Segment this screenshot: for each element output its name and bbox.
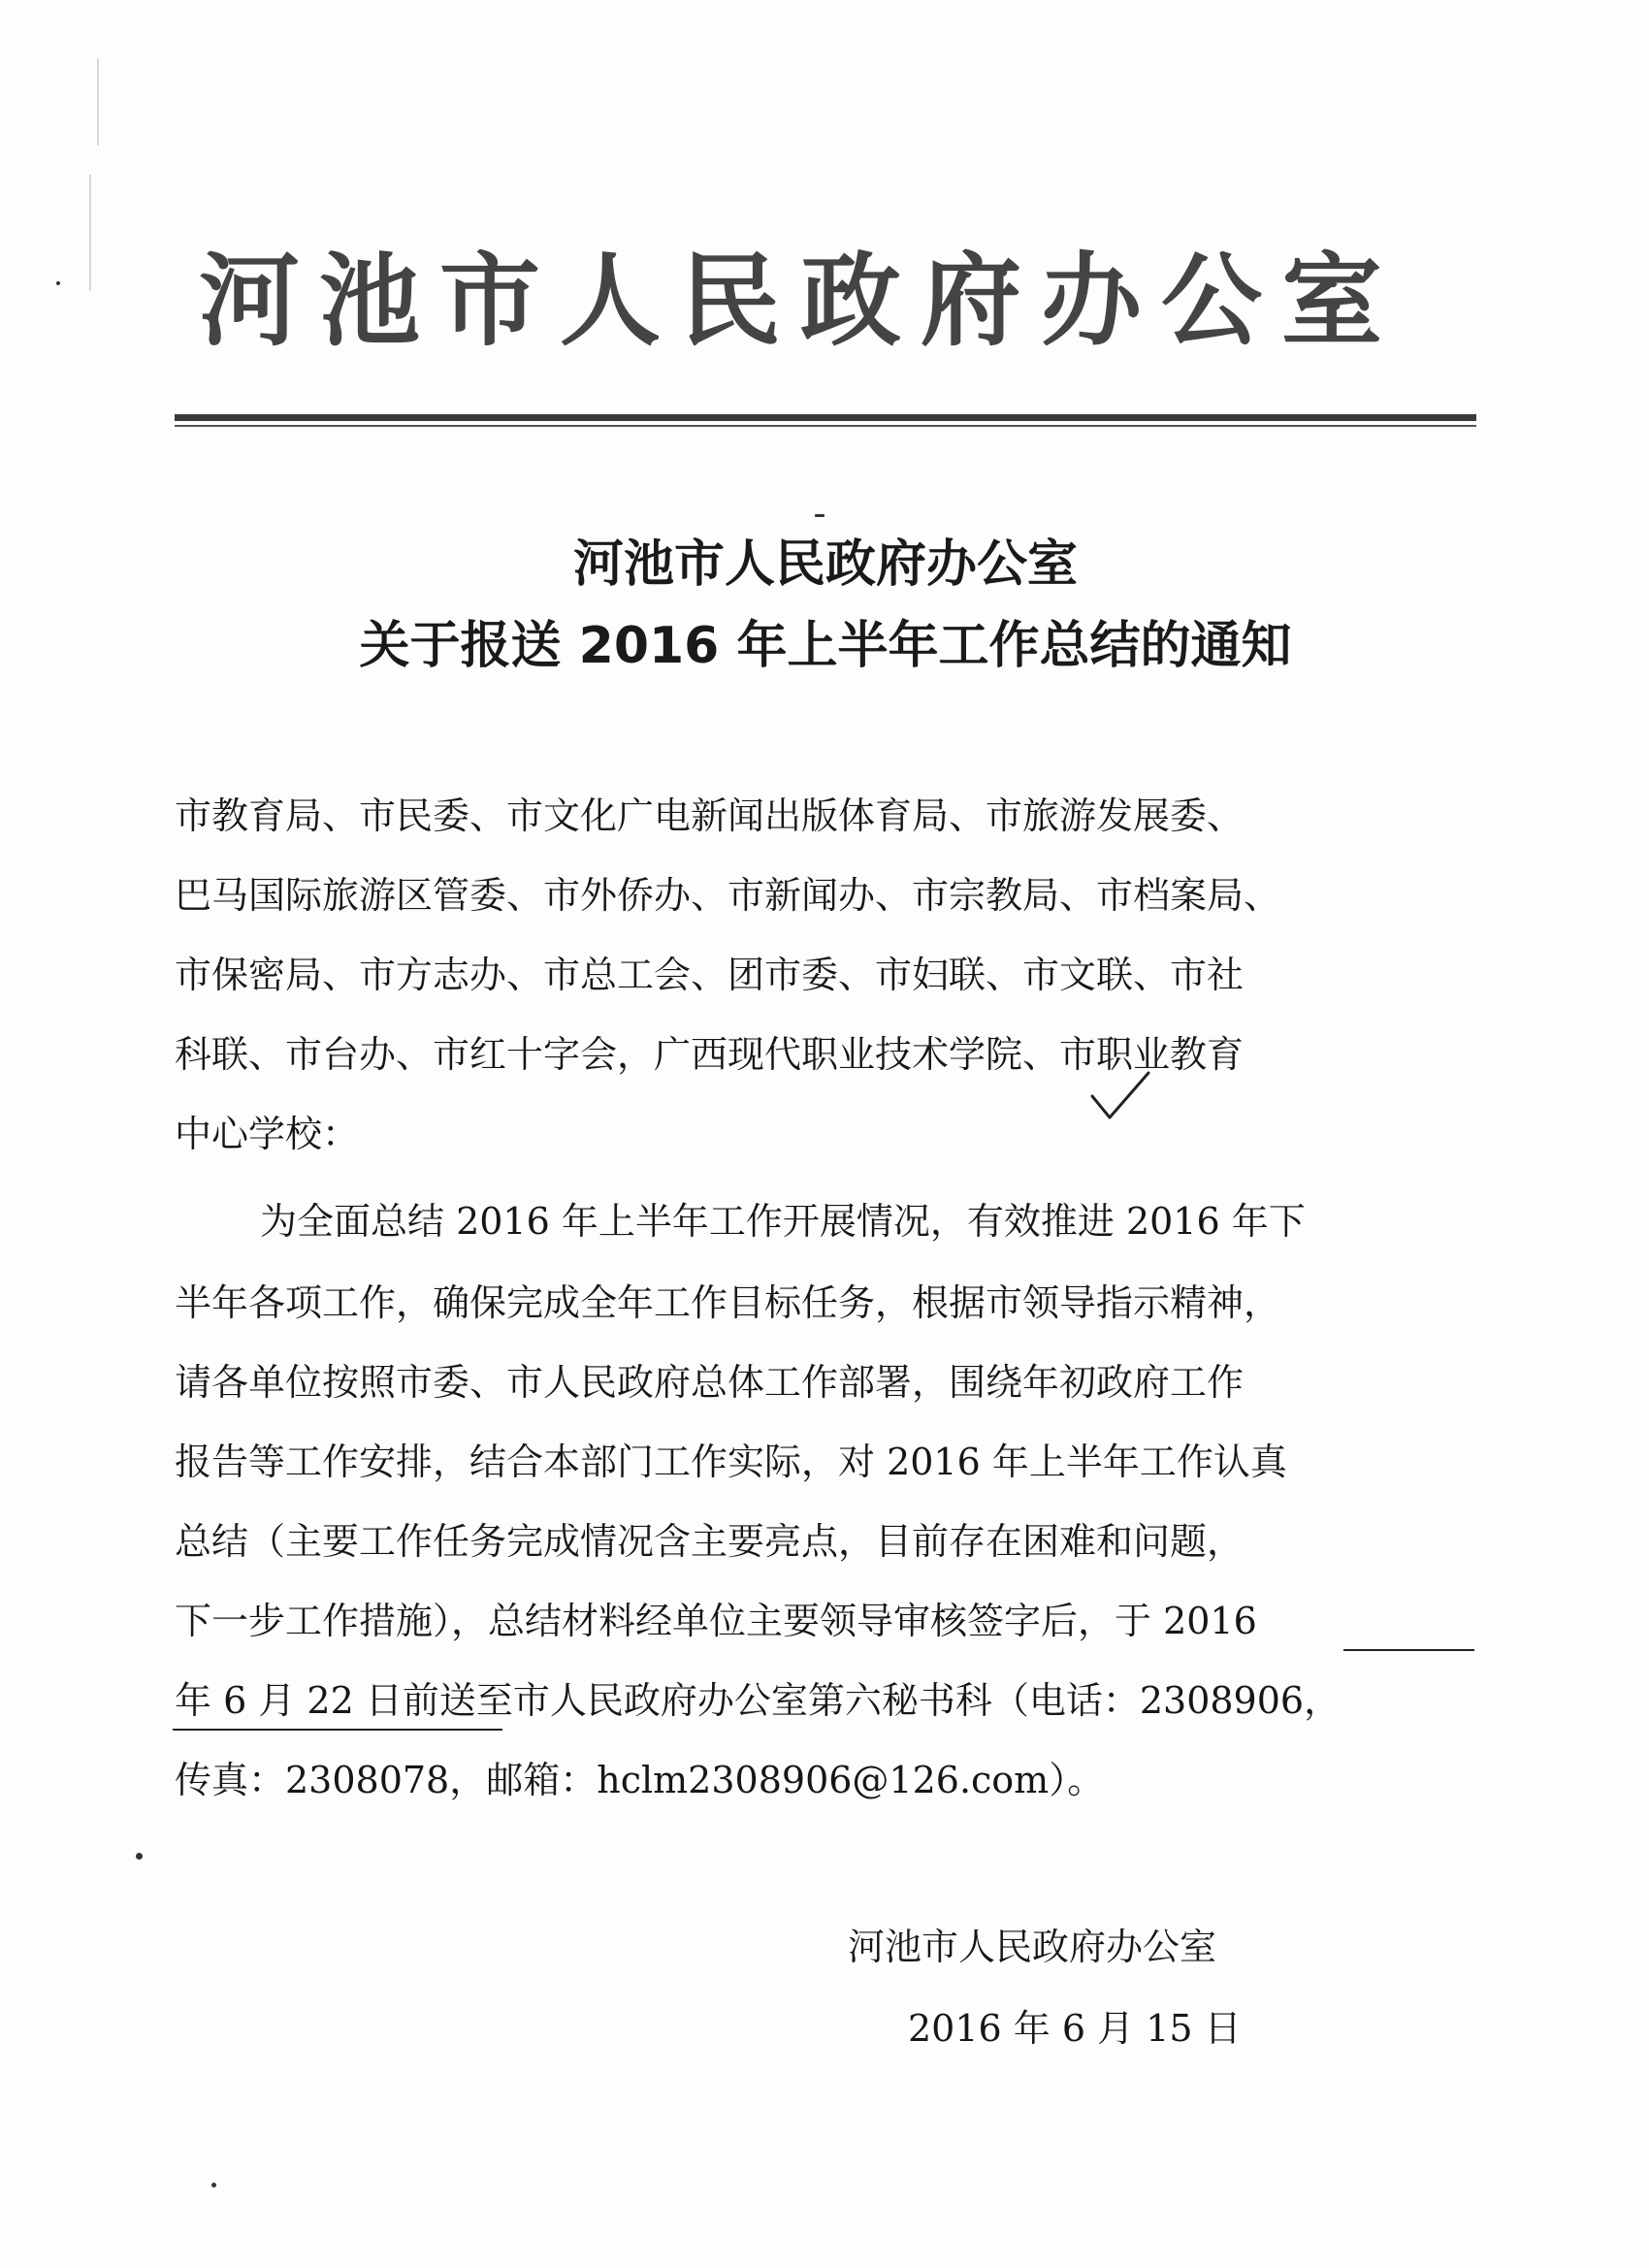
notice-title-line2: 关于报送 2016 年上半年工作总结的通知 (359, 617, 1292, 675)
signature-date: 2016 年 6 月 15 日 (908, 2007, 1242, 2050)
notice-title-line1: 河池市人民政府办公室 (572, 535, 1078, 594)
handwritten-underline (173, 1729, 502, 1731)
scan-speck (56, 281, 60, 285)
recipients-line: 市教育局、市民委、市文化广电新闻出版体育局、市旅游发展委、 (175, 794, 1245, 837)
body-line: 传真：2308078，邮箱：hclm2308906@126.com）。 (175, 1759, 1105, 1801)
letterhead-title: 河池市人民政府办公室 (199, 242, 1403, 360)
body-line: 下一步工作措施），总结材料经单位主要领导审核签字后，于 2016 (175, 1600, 1257, 1642)
letterhead-rule-thick (175, 414, 1476, 421)
body-line: 报告等工作安排，结合本部门工作实际，对 2016 年上半年工作认真 (175, 1441, 1287, 1483)
scan-speck (815, 514, 824, 517)
signature-org: 河池市人民政府办公室 (848, 1926, 1217, 1968)
scan-speck (211, 2183, 216, 2187)
letterhead-rule-thin (175, 425, 1476, 427)
body-line: 为全面总结 2016 年上半年工作开展情况，有效推进 2016 年下 (260, 1200, 1306, 1243)
body-line: 请各单位按照市委、市人民政府总体工作部署，围绕年初政府工作 (175, 1361, 1245, 1404)
body-line: 半年各项工作，确保完成全年工作目标任务，根据市领导指示精神， (175, 1281, 1281, 1324)
recipients-line: 市保密局、市方志办、市总工会、团市委、市妇联、市文联、市社 (175, 954, 1245, 996)
body-line: 年 6 月 22 日前送至市人民政府办公室第六秘书科（电话：2308906， (175, 1679, 1342, 1722)
recipients-line: 巴马国际旅游区管委、市外侨办、市新闻办、市宗教局、市档案局、 (175, 874, 1281, 917)
recipients-line: 中心学校： (175, 1113, 360, 1155)
handwritten-check-mark (1086, 1067, 1154, 1125)
scan-speck (136, 1853, 143, 1860)
recipients-line: 科联、市台办、市红十字会，广西现代职业技术学院、市职业教育 (175, 1033, 1245, 1076)
body-line: 总结（主要工作任务完成情况含主要亮点，目前存在困难和问题， (175, 1520, 1245, 1563)
paper-crease (89, 175, 91, 291)
handwritten-underline (1343, 1649, 1474, 1651)
paper-crease (97, 58, 99, 146)
